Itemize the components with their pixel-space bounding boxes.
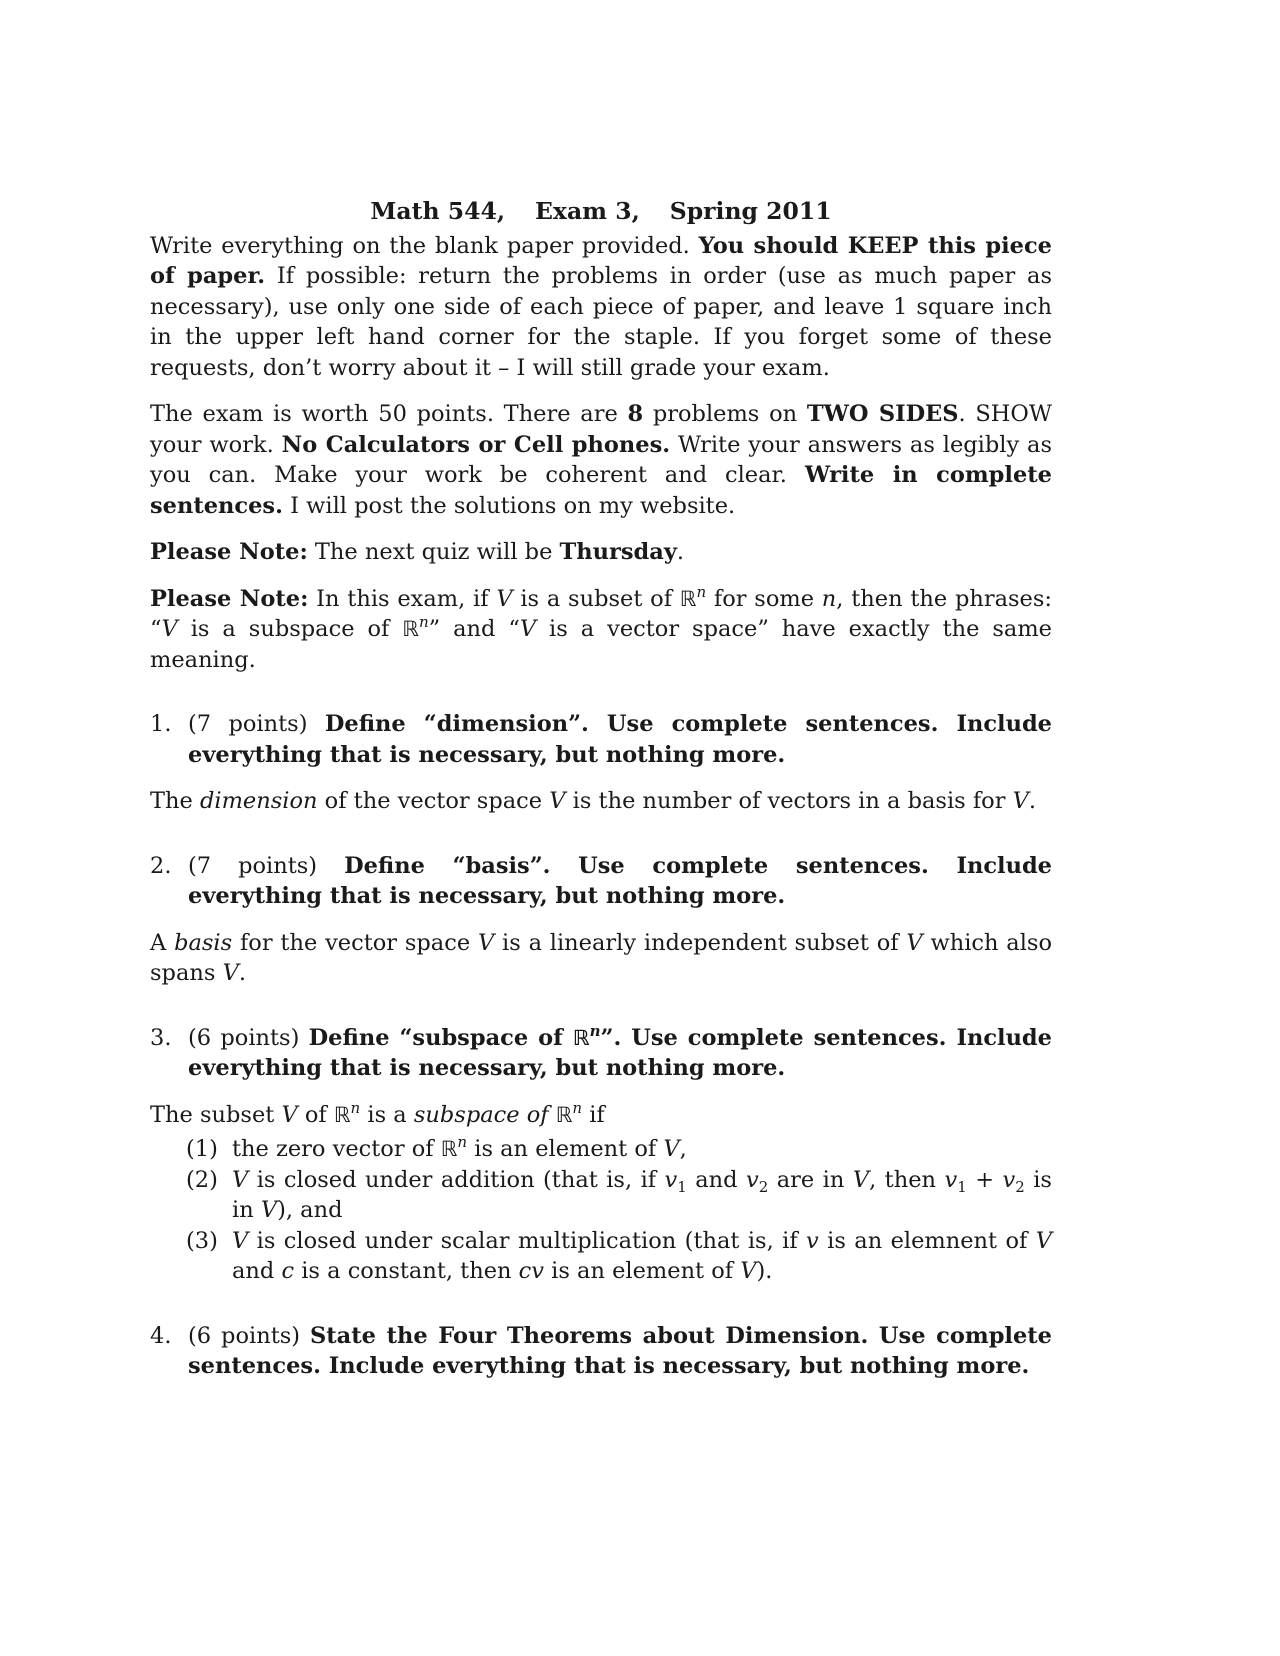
- problem-2: 2. (7 points) Define “basis”. Use complete sentences. Include everything that is necessary, but nothing more.: [150, 852, 1052, 909]
- condition-2: (2) V is closed under addition (that is, if $v_1$ and $v_2$ are in V, then $v_1 + v_2$ is in V), and: [186, 1166, 1052, 1223]
- problem-1: 1. (7 points) Define “dimension”. Use complete sentences. Include everything that is necessary, but nothing more.: [150, 711, 1053, 768]
- answer-1: The dimension of the vector space V is the number of vectors in a basis for V.: [150, 788, 1037, 814]
- instructions-paragraph: Write everything on the blank paper provided. You should KEEP this piece of paper. If possible: return the problems in order (use as much paper as necessary), use only one side of each piece of paper, and leave 1 square inch in the upper left hand corner for the staple. If you forget some of these requests, don’t worry about it – I will still grade your exam.: [150, 232, 1052, 381]
- condition-1: (1) the zero vector of ℝ$^n$ is an element of V,: [186, 1133, 687, 1162]
- exam-label: Exam 3,: [535, 197, 640, 225]
- condition-3: (3) V is closed under scalar multiplication (that is, if v is an elemnent of V and c is a constant, then cv is an element of V).: [186, 1227, 1052, 1284]
- exam-page: [150, 196, 1052, 1398]
- problem-4: 4. (6 points) State the Four Theorems about Dimension. Use complete sentences. Include everything that is necessary, but nothing more.: [150, 1322, 1053, 1379]
- quiz-note: Please Note: The next quiz will be Thursday.: [150, 539, 685, 565]
- answer-2: A basis for the vector space V is a linearly independent subset of V which also spans V.: [150, 929, 1052, 986]
- exam-title: [150, 196, 1052, 227]
- answer-3-intro: The subset V of ℝ$^n$ is a subspace of ℝ$^n$ if: [150, 1098, 605, 1128]
- exam-rules-paragraph: The exam is worth 50 points. There are 8 problems on TWO SIDES. SHOW your work. No Calculators or Cell phones. Write your answers as legibly as you can. Make your work be coherent and clear. Write in complete sentences. I will post the solutions on my website.: [150, 401, 1053, 519]
- answer-3: [150, 1100, 1052, 1287]
- subspace-note: Please Note: In this exam, if V is a subset of ℝ$^n$ for some n, then the phrases: “V is a subspace of ℝ$^n$” and “V is a vector space” have exactly the same meaning.: [150, 582, 1053, 673]
- problem-3: 3. (6 points) Define “subspace of ℝ$^n$”. Use complete sentences. Include everything that is necessary, but nothing more.: [150, 1021, 1052, 1081]
- term-label: Spring 2011: [669, 197, 832, 225]
- course-label: Math 544,: [370, 197, 506, 225]
- subspace-conditions: [186, 1134, 1052, 1287]
